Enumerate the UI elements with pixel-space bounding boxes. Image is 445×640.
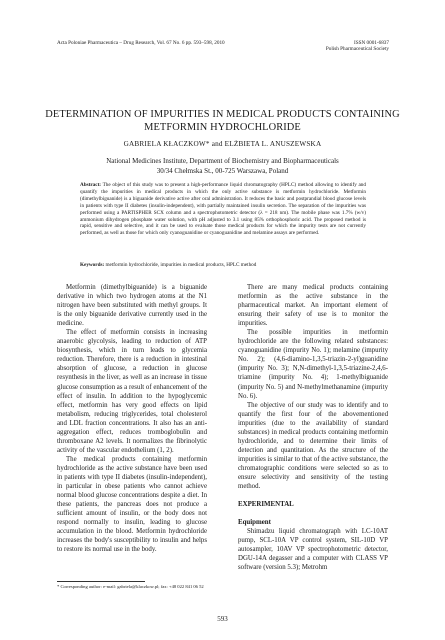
affiliation-line-1: National Medicines Institute, Department of Biochemistry and Biopharmaceuticals xyxy=(106,157,339,165)
keywords xyxy=(80,262,366,269)
society-name: Polish Pharmaceutical Society xyxy=(325,46,389,52)
abstract xyxy=(80,182,366,237)
journal-citation: Acta Poloniae Pharmaceutica – Drug Research, Vol. 67 No. 6 pp. 593–598, 2010 xyxy=(57,40,225,46)
keywords-text: metformin hydrochloride, impurities in medical products, HPLC method xyxy=(104,262,257,268)
right-column xyxy=(238,283,388,572)
article-title xyxy=(40,108,405,134)
keywords-label: Keywords: xyxy=(80,262,105,268)
title-line-2: METFORMIN HYDROCHLORIDE xyxy=(144,122,301,133)
title-line-1: DETERMINATION OF IMPURITIES IN MEDICAL PRODUCTS CONTAINING xyxy=(45,109,400,120)
abstract-label: Abstract: xyxy=(80,182,102,188)
corresponding-author-footnote: * Corresponding author: e-mail: gabriela@klaczkow.pl; fax: +48 022 841 06 52 xyxy=(57,584,204,589)
affiliation xyxy=(40,157,405,176)
page-number: 593 xyxy=(217,615,228,623)
left-column xyxy=(57,283,207,554)
authors: GABRIELA KŁACZKOW* and ELŻBIETA L. ANUSZEWSKA xyxy=(123,140,322,148)
body-paragraph: Metformin (dimethylbiguanide) is a biguanide derivative in which two hydrogen atoms at the N1 nitrogen have been substituted with methyl groups. It is the only biguanide derivative currently used in the medicine. xyxy=(57,284,207,328)
body-paragraph: Shimadzu liquid chromatograph with LC-10AT pump, SCL-10A VP control system, SIL-10D VP autosampler, 10AV VP spectrophotometric detector, DGU-14A degasser and a computer with CLASS VP software (version 5.3); Metrohm xyxy=(238,528,388,572)
section-heading-experimental: EXPERIMENTAL xyxy=(238,501,294,509)
footnote-divider xyxy=(57,581,145,582)
body-paragraph: The objective of our study was to identify and to quantify the first four of the abovementioned impurities (due to the availability of standard substances) in medical products containing metformin hydrochloride, and to determine their limits of detection and quantitation. As the structure of the impurities is similar to that of the active substance, the chromatographic conditions were selected so as to ensure selectivity and sensitivity of the testing method. xyxy=(238,401,388,491)
body-paragraph: The effect of metformin consists in increasing anaerobic glycolysis, leading to reduction of ATP biosynthesis, which in turn leads to glycemia reduction. Therefore, there is a reduction in intestinal absorption of glucose, a reduction in glucose resynthesis in the liver, as well as an increase in tissue glucose consumption as a result of enhancement of the effect of insulin. In addition to the hypoglycemic effect, metformin has very good effects on lipid metabolism, reducing triglycerides, total cholesterol and LDL fraction concentrations. It also has an anti-aggregation effect, reduces tromboglobulin and thromboxane A2 levels. It normalizes the fibrinolytic activity of the vascular endothelium (1, 2). xyxy=(57,329,207,454)
body-paragraph: The medical products containing metformin hydrochloride as the active substance have been used in patients with type II diabetes (insulin-independent), in particular in obese patients who cannot achieve normal blood glucose concentrations despite a diet. In these patients, the pancreas does not produce a sufficient amount of insulin, or the body does not respond normally to insulin, leading to glucose accumulation in the blood. Metformin hydrochloride increases the body's susceptibility to insulin and helps to restore its normal use in the body. xyxy=(57,455,207,554)
affiliation-line-2: 30/34 Chełmska St., 00-725 Warszawa, Poland xyxy=(156,166,289,175)
abstract-text: The object of this study was to present a high-performance liquid chromatography (HPLC) method allowing to identify and quantify the impurities in medical products in which the only active substance is metformin hydrochloride. Metformin (dimethylbiguanide) is a biguanide derivative active after oral administration. It reduces the basic and postprandial blood glucose levels in patients with type II diabetes (insulin-independent), with partially maintained insulin secretion. The separation of the impurities was performed using a PARTISPHER SCX column and a spectrophotometric detector (λ = 218 nm). The mobile phase was 1.7% (w/v) ammonium dihydrogen phosphate water solution, with pH adjusted to 3.1 using 85% orthophosphoric acid. The proposed method is rapid, sensitive and selective, and it can be used to evaluate those medical products for which the impurity tests are not currently performed, as well as those for which only cyanoguanidine or cyanoguanidine and melamine assays are performed. xyxy=(80,182,366,237)
body-paragraph: There are many medical products containing metformin as the active substance in the pharmaceutical market. An important element of ensuring their safety of use is to monitor the impurities. xyxy=(238,284,388,328)
issn-block xyxy=(326,40,389,52)
body-paragraph: The possible impurities in metformin hydrochloride are the following related substances: cyanoguanidine (impurity No. 1); melamine (impurity No. 2); (4,6-diamino-1,3,5-triazin-2-yl)guanidine (impurity No. 3); N,N-dimethyl-1,3,5-triazine-2,4,6-triamine (impurity No. 4); 1-methylbiguanide (impurity No. 5) and N-methylmethanamine (impurity No. 6). xyxy=(238,329,388,400)
subsection-heading-equipment: Equipment xyxy=(238,519,271,527)
issn: ISSN 0001-6837 xyxy=(353,40,389,46)
